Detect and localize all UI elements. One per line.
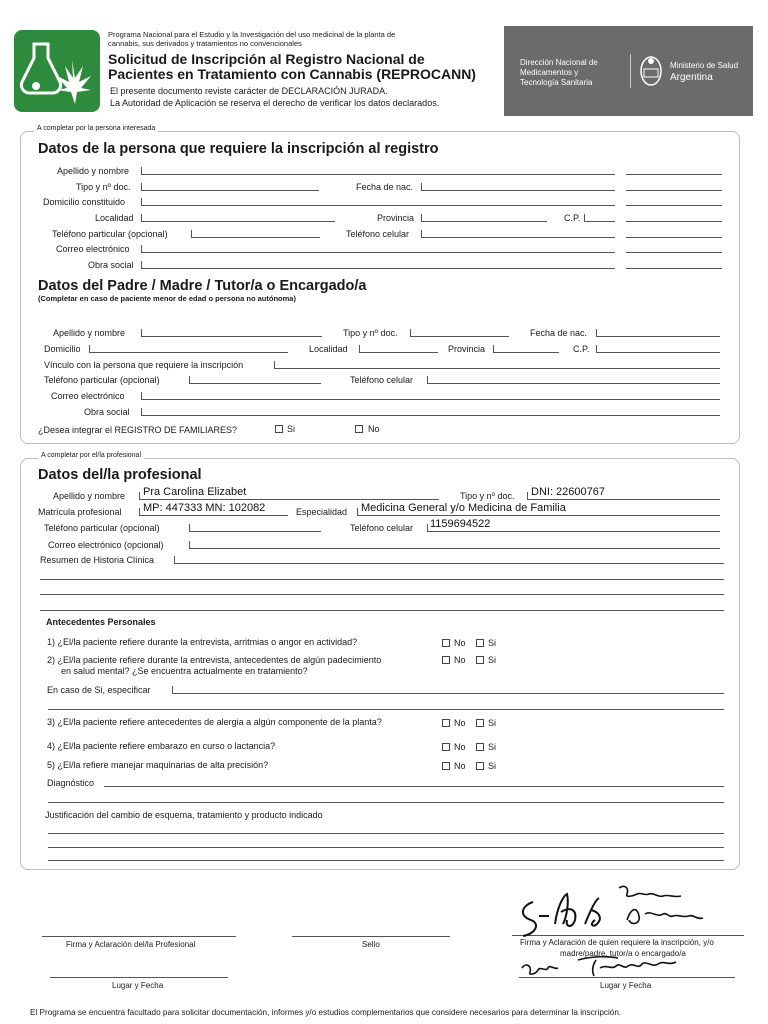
q5-no-label: No xyxy=(454,761,466,771)
q5-text: 5) ¿El/la refiere manejar maquinarias de alta precisión? xyxy=(47,760,269,770)
s2-registro-si-checkbox[interactable] xyxy=(275,425,283,433)
s1-fecha-nac-field[interactable] xyxy=(421,190,615,191)
s1-correo-label: Correo electrónico xyxy=(56,244,130,254)
firma-req-label-1: Firma y Aclaración de quien requiere la inscripción, y/o xyxy=(520,938,714,947)
s2-fecha-nac-label: Fecha de nac. xyxy=(530,328,588,338)
q2-no-checkbox[interactable] xyxy=(442,656,450,664)
q5-no-checkbox[interactable] xyxy=(442,762,450,770)
dept-line2: Medicamentos y xyxy=(520,68,579,77)
form-title-line2: Pacientes en Tratamiento con Cannabis (REPROCANN) xyxy=(108,66,476,82)
q4-text: 4) ¿El/la paciente refiere embarazo en curso o lactancia? xyxy=(47,741,276,751)
declaration-note-1: El presente documento reviste carácter de DECLARACIÓN JURADA. xyxy=(110,86,388,96)
diagnostico-label: Diagnóstico xyxy=(47,778,95,788)
s2-registro-question: ¿Desea integrar el REGISTRO DE FAMILIARES? xyxy=(38,425,238,435)
s1-provincia-label: Provincia xyxy=(377,213,415,223)
program-logo xyxy=(14,30,100,112)
s2-registro-si-label: Si xyxy=(287,424,296,434)
s1-telefono-label: Teléfono particular (opcional) xyxy=(52,229,168,239)
national-seal-icon xyxy=(638,53,664,89)
s1-correo-field[interactable] xyxy=(141,252,615,253)
section1-title: Datos de la persona que requiere la inscripción al registro xyxy=(38,141,439,157)
especificar-field[interactable] xyxy=(172,693,724,694)
s1-apellido-field[interactable] xyxy=(141,174,615,175)
s1-domicilio-label: Domicilio constituido xyxy=(43,197,126,207)
ministry-banner xyxy=(504,26,753,116)
s2-provincia-label: Provincia xyxy=(448,344,486,354)
cannabis-flask-icon xyxy=(14,30,100,112)
q1-no-checkbox[interactable] xyxy=(442,639,450,647)
s2-registro-no-checkbox[interactable] xyxy=(355,425,363,433)
justificacion-label: Justificación del cambio de esquema, tratamiento y producto indicado xyxy=(45,810,323,820)
q2-si-checkbox[interactable] xyxy=(476,656,484,664)
s3-especialidad-value: Medicina General y/o Medicina de Familia xyxy=(361,502,566,514)
s3-telefono-field[interactable] xyxy=(189,531,321,532)
s3-celular-label: Teléfono celular xyxy=(350,523,414,533)
s3-celular-field[interactable] xyxy=(427,531,720,532)
s2-fecha-nac-field[interactable] xyxy=(596,336,720,337)
s1-domicilio-field[interactable] xyxy=(141,205,615,206)
q4-si-checkbox[interactable] xyxy=(476,743,484,751)
q3-si-label: Si xyxy=(488,718,497,728)
s1-localidad-label: Localidad xyxy=(95,213,134,223)
s1-fecha-nac-label: Fecha de nac. xyxy=(356,182,414,192)
s3-especialidad-label: Especialidad xyxy=(296,507,348,517)
s1-obra-field[interactable] xyxy=(141,268,615,269)
s1-tipo-doc-label: Tipo y nº doc. xyxy=(76,182,131,192)
s2-correo-field[interactable] xyxy=(141,399,720,400)
q1-si-checkbox[interactable] xyxy=(476,639,484,647)
q4-no-checkbox[interactable] xyxy=(442,743,450,751)
s3-matricula-value: MP: 447333 MN: 102082 xyxy=(143,502,266,514)
antecedentes-title: Antecedentes Personales xyxy=(46,617,156,627)
declaration-note-2: La Autoridad de Aplicación se reserva el derecho de verificar los datos declarados. xyxy=(110,98,440,108)
s2-celular-field[interactable] xyxy=(427,383,720,384)
s2-cp-field[interactable] xyxy=(596,352,720,353)
s2-domicilio-label: Domicilio xyxy=(44,344,81,354)
s3-matricula-field[interactable] xyxy=(139,515,288,516)
form-title-line1: Solicitud de Inscripción al Registro Nacional de xyxy=(108,51,425,67)
s3-correo-field[interactable] xyxy=(189,548,720,549)
s2-domicilio-field[interactable] xyxy=(89,352,288,353)
firma-prof-label: Firma y Aclaración del/la Profesional xyxy=(66,940,196,949)
s3-matricula-label: Matrícula profesional xyxy=(38,507,122,517)
lugar2-label: Lugar y Fecha xyxy=(600,981,652,990)
s2-localidad-label: Localidad xyxy=(309,344,348,354)
s3-apellido-value: Pra Carolina Elizabet xyxy=(143,486,247,498)
section3-caption: A completar por el/la profesional xyxy=(38,452,144,459)
s3-apellido-field[interactable] xyxy=(139,499,439,500)
q5-si-checkbox[interactable] xyxy=(476,762,484,770)
disclaimer: El Programa se encuentra facultado para solicitar documentación, informes y/o estudios complementarios que considere necesarios para determinar la inscripción. xyxy=(30,1008,622,1017)
s2-apellido-label: Apellido y nombre xyxy=(53,328,126,338)
s1-apellido-label: Apellido y nombre xyxy=(57,166,130,176)
lugar1-label: Lugar y Fecha xyxy=(112,981,164,990)
s3-especialidad-field[interactable] xyxy=(357,515,720,516)
s1-localidad-field[interactable] xyxy=(141,221,335,222)
q4-si-label: Si xyxy=(488,742,497,752)
section3-title: Datos del/la profesional xyxy=(38,467,202,483)
lugar1-line[interactable] xyxy=(50,977,228,978)
q3-no-checkbox[interactable] xyxy=(442,719,450,727)
q4-no-label: No xyxy=(454,742,466,752)
sello-label: Sello xyxy=(362,940,380,949)
s2-obra-field[interactable] xyxy=(141,415,720,416)
especificar-label: En caso de Si, especificar xyxy=(47,685,151,695)
s3-apellido-label: Apellido y nombre xyxy=(53,491,126,501)
s1-tipo-doc-field[interactable] xyxy=(141,190,319,191)
s3-tipo-doc-field[interactable] xyxy=(527,499,720,500)
s3-correo-label: Correo electrónico (opcional) xyxy=(48,540,164,550)
s3-resumen-field[interactable] xyxy=(174,563,724,564)
s2-obra-label: Obra social xyxy=(84,407,130,417)
s3-resumen-label: Resumen de Historia Clínica xyxy=(40,555,155,565)
s2-tipo-doc-field[interactable] xyxy=(410,336,509,337)
q1-si-label: Si xyxy=(488,638,497,648)
s3-tipo-doc-value: DNI: 22600767 xyxy=(531,486,605,498)
firma-prof-line[interactable] xyxy=(42,936,236,937)
q2-text-1: 2) ¿El/la paciente refiere durante la entrevista, antecedentes de algún padecimiento xyxy=(47,655,382,665)
s2-vinculo-label: Vínculo con la persona que requiere la inscripción xyxy=(44,360,244,370)
q3-text: 3) ¿El/la paciente refiere antecedentes de alergia a algún componente de la planta? xyxy=(47,717,382,727)
justificacion-field[interactable] xyxy=(48,833,724,834)
s1-celular-field[interactable] xyxy=(421,237,615,238)
s2-correo-label: Correo electrónico xyxy=(51,391,125,401)
handwritten-name xyxy=(516,952,716,978)
section1-caption: A completar por la persona interesada xyxy=(34,125,158,132)
s3-celular-value: 1159694522 xyxy=(430,518,491,530)
s1-cp-label: C.P. xyxy=(564,213,581,223)
handwritten-signature xyxy=(515,880,725,940)
q3-si-checkbox[interactable] xyxy=(476,719,484,727)
dept-line3: Tecnología Sanitaria xyxy=(520,78,593,87)
section2-title: Datos del Padre / Madre / Tutor/a o Encargado/a xyxy=(38,278,367,294)
diagnostico-field[interactable] xyxy=(104,786,724,787)
s2-cp-label: C.P. xyxy=(573,344,590,354)
s2-celular-label: Teléfono celular xyxy=(350,375,414,385)
s2-tipo-doc-label: Tipo y nº doc. xyxy=(343,328,398,338)
ministry-line1: Ministerio de Salud xyxy=(670,61,739,70)
s1-telefono-field[interactable] xyxy=(191,237,320,238)
q2-text-2: en salud mental? ¿Se encuentra actualmente en tratamiento? xyxy=(61,666,308,676)
banner-divider xyxy=(630,54,631,88)
s2-localidad-field[interactable] xyxy=(359,352,438,353)
s3-tipo-doc-label: Tipo y nº doc. xyxy=(460,491,515,501)
q2-no-label: No xyxy=(454,655,466,665)
s3-telefono-label: Teléfono particular (opcional) xyxy=(44,523,160,533)
s2-registro-no-label: No xyxy=(368,424,380,434)
s1-cp-field[interactable] xyxy=(584,221,615,222)
section2-subtitle: (Completar en caso de paciente menor de edad o persona no autónoma) xyxy=(38,294,296,303)
q5-si-label: Si xyxy=(488,761,497,771)
s2-apellido-field[interactable] xyxy=(141,336,322,337)
q1-text: 1) ¿El/la paciente refiere durante la entrevista, arritmias o angor en actividad? xyxy=(47,637,358,647)
ministry-line2: Argentina xyxy=(670,72,713,83)
dept-line1: Dirección Nacional de xyxy=(520,58,598,67)
q2-si-label: Si xyxy=(488,655,497,665)
q3-no-label: No xyxy=(454,718,466,728)
q1-no-label: No xyxy=(454,638,466,648)
s1-obra-label: Obra social xyxy=(88,260,134,270)
s2-telefono-field[interactable] xyxy=(189,383,321,384)
s1-celular-label: Teléfono celular xyxy=(346,229,410,239)
sello-line[interactable] xyxy=(292,936,450,937)
firma-req-label-2: madre/padre, tutor/a o encargado/a xyxy=(560,949,686,958)
s2-telefono-label: Teléfono particular (opcional) xyxy=(44,375,160,385)
s1-provincia-field[interactable] xyxy=(421,221,547,222)
s2-provincia-field[interactable] xyxy=(493,352,559,353)
program-line: Programa Nacional para el Estudio y la Investigación del uso medicinal de la planta de cannabis, sus derivados y tratamientos no convencionales xyxy=(108,30,396,48)
s2-vinculo-field[interactable] xyxy=(274,368,720,369)
